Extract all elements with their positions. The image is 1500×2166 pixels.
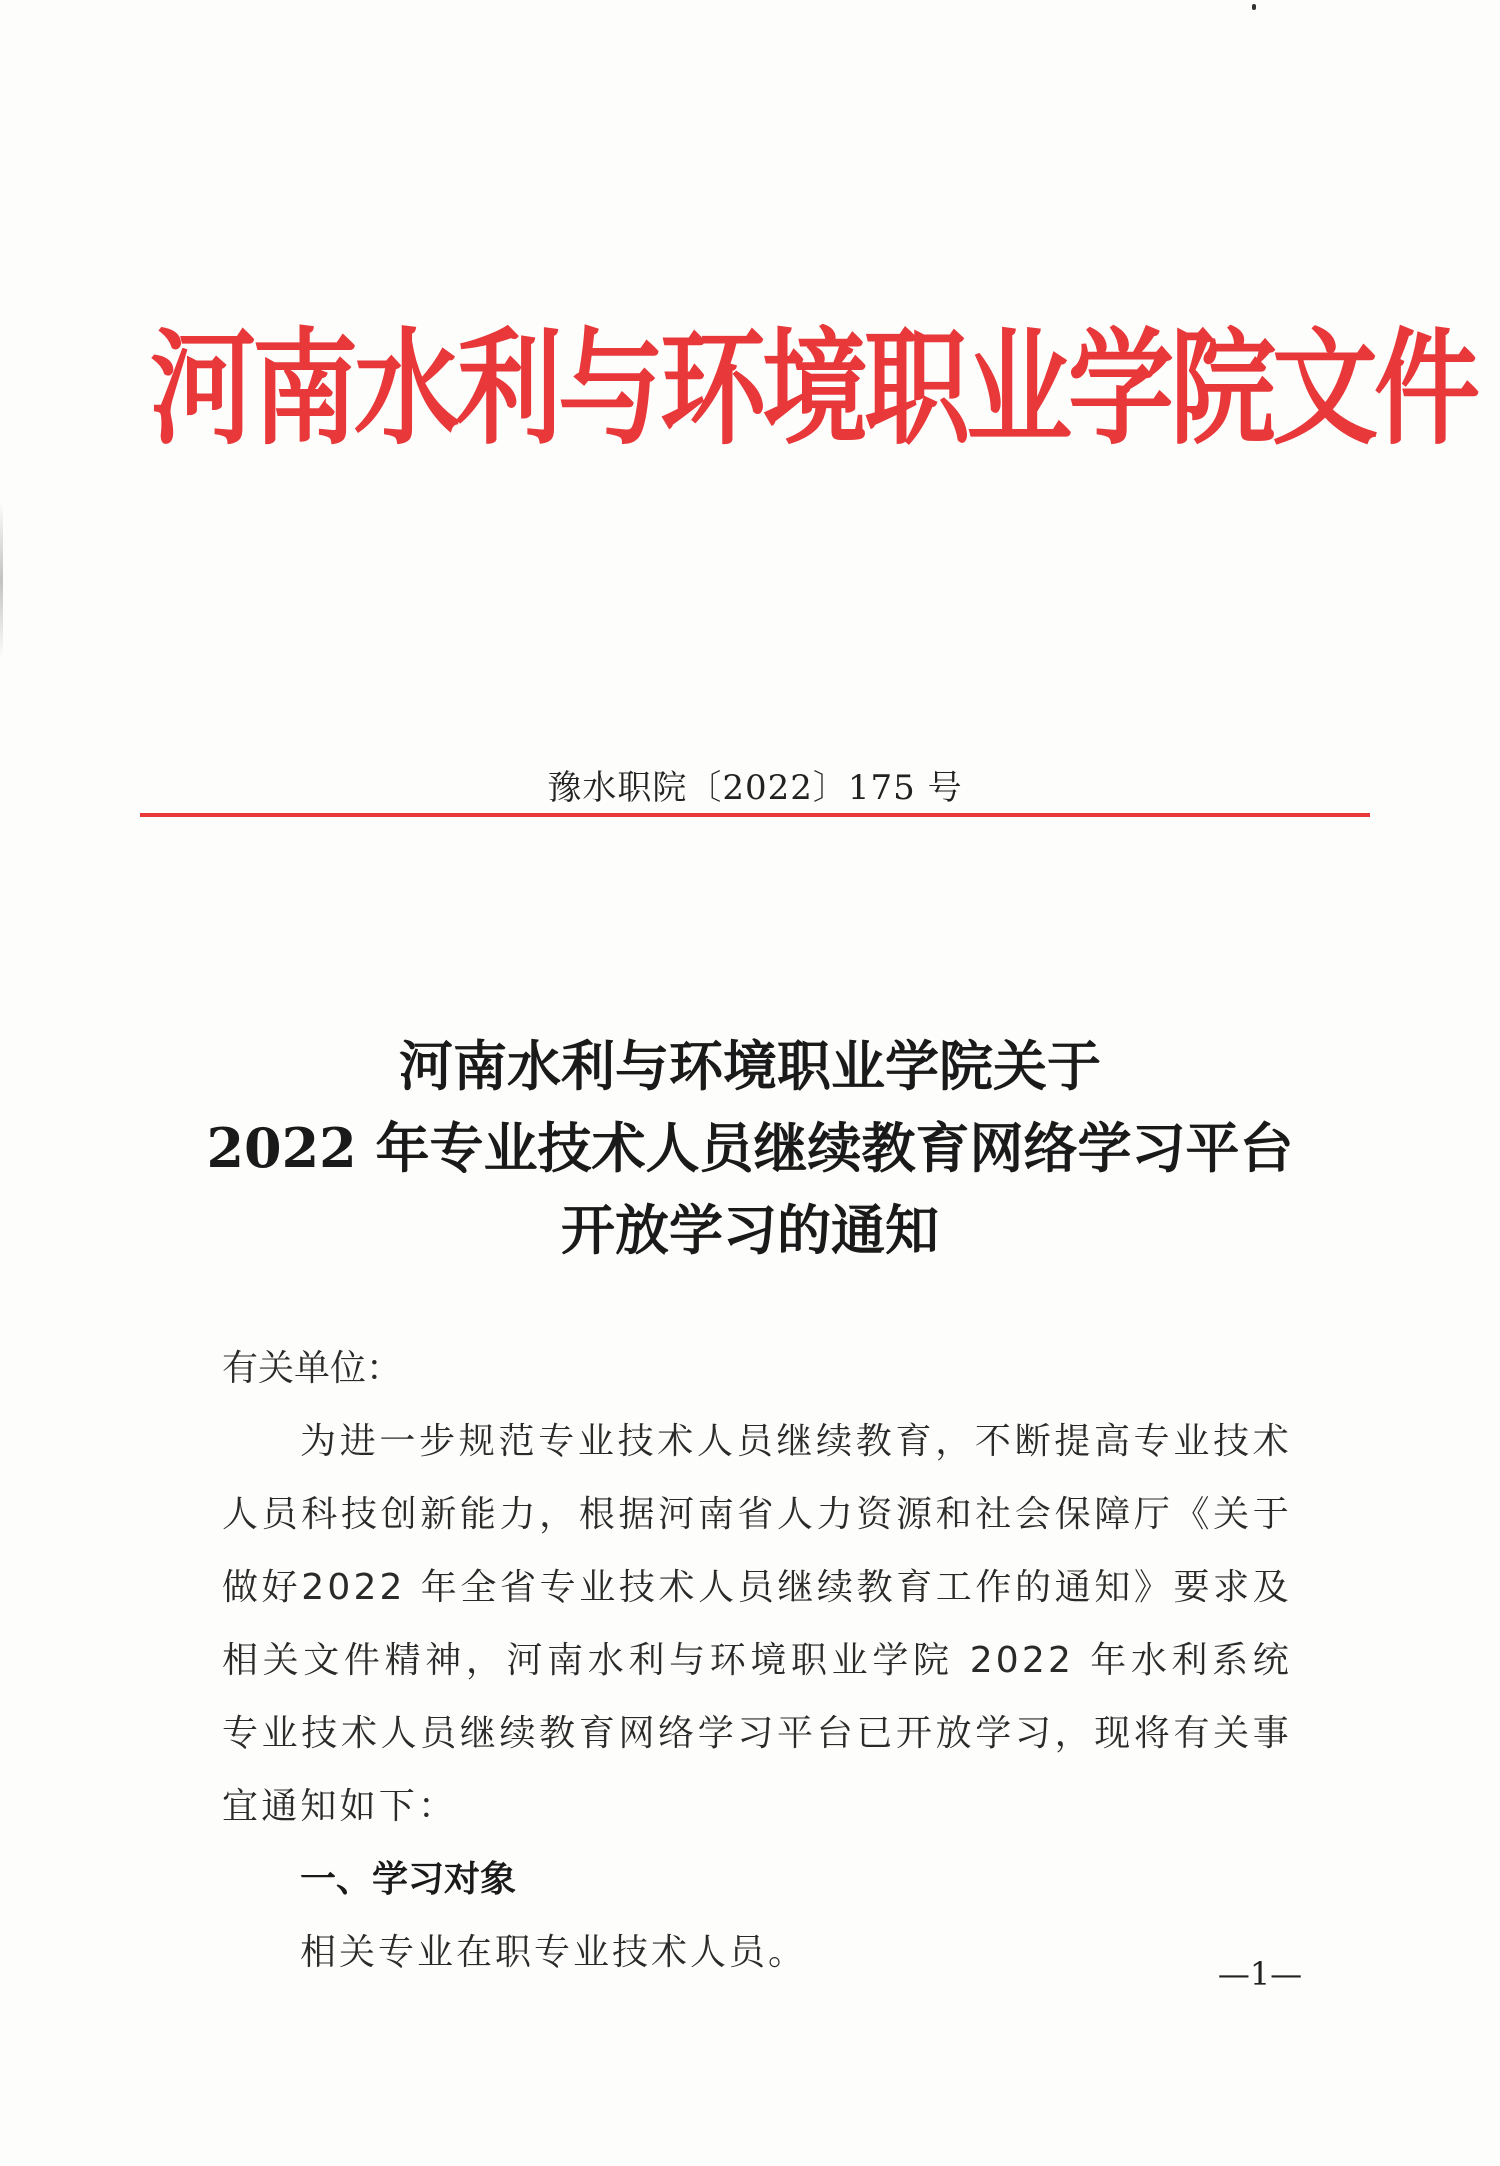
notice-title-line-1: 河南水利与环境职业学院关于 (399, 1034, 1101, 1098)
notice-title-line-2: 2022 年专业技术人员继续教育网络学习平台 (206, 1116, 1294, 1180)
document-number: 豫水职院〔2022〕175 号 (547, 768, 963, 808)
page-number: —1— (1217, 1955, 1303, 1993)
scan-speck (1252, 4, 1256, 10)
salutation: 有关单位： (222, 1348, 403, 1389)
notice-body (222, 1332, 1292, 1989)
section-content-learning-target: 相关专业在职专业技术人员。 (300, 1932, 808, 1973)
scan-edge-shadow (0, 500, 3, 660)
document-header-title: 河南水利与环境职业学院文件 (150, 314, 1476, 462)
intro-paragraph: 为进一步规范专业技术人员继续教育，不断提高专业技术人员科技创新能力，根据河南省人力资源和社会保障厅《关于做好2022 年全省专业技术人员继续教育工作的通知》要求及相关文件精神，河南水利与环境职业学院 2022 年水利系统专业技术人员继续教育网络学习平台已开放学习，现将有关事宜通知如下： (222, 1421, 1292, 1827)
notice-title-line-3: 开放学习的通知 (561, 1198, 939, 1262)
notice-title (150, 1025, 1350, 1271)
section-heading-learning-target: 一、学习对象 (300, 1859, 517, 1900)
red-divider-line (140, 813, 1370, 817)
